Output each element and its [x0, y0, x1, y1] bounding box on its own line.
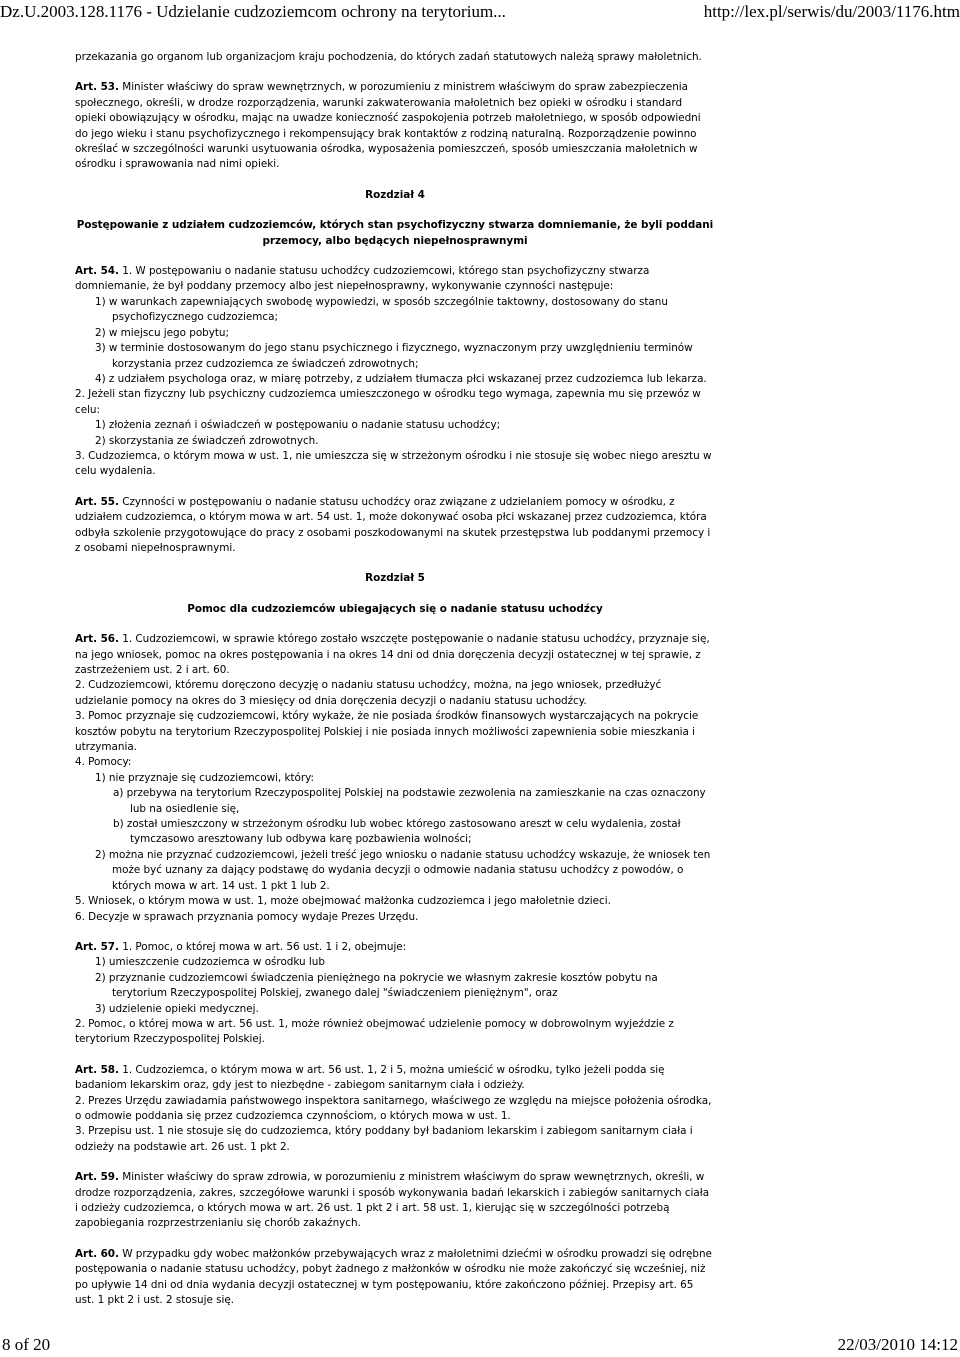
article-text: Minister właściwy do spraw zdrowia, w porozumieniu z ministrem właściwym do spraw wewnętrznych, określi, w drodze rozporządzenia, zakres, szczegółowe warunki i sposób wykonywania badań lekarskich i zabiegów sanitarnych ciała i odzieży cudzoziemca, o których mowa w art. 26 ust. 1 pkt 2 i art. 58 ust. 1, kierując się w szczególności potrzebą zapobiegania rozprzestrzenianiu się chorób zakaźnych. [75, 1171, 710, 1230]
paragraph: 3. Przepisu ust. 1 nie stosuje się do cudzoziemca, który poddany był badaniom lekarskim i zabiegom sanitarnym ciała i odzieży na podstawie art. 26 ust. 1 pkt 2. [75, 1125, 693, 1153]
article-text: W przypadku gdy wobec małżonków przebywających wraz z małoletnimi dziećmi w ośrodku prowadzi się odrębne postępowania o nadanie statusu uchodźcy, pobyt żadnego z małżonków w ośrodku nie może zakończyć się wcześniej, niż po upływie 14 dni od dnia wydania decyzji ostatecznej w tym postępowaniu, które zakończono później. Przepisy art. 65 ust. 1 pkt 2 i ust. 2 stosuje się. [75, 1247, 712, 1307]
article-60 [75, 1247, 715, 1309]
article-53 [75, 80, 715, 172]
article-label: Art. 60. [75, 1247, 119, 1260]
document-url: http://lex.pl/serwis/du/2003/1176.htm [703, 2, 960, 21]
article-label: Art. 54. [75, 265, 119, 278]
print-header [0, 0, 960, 24]
article-label: Art. 58. [75, 1063, 119, 1076]
article-label: Art. 56. [75, 633, 119, 646]
paragraph: 2. Pomoc, o której mowa w art. 56 ust. 1, może również obejmować udzielenie pomocy w dobrowolnym wyjeździe z terytorium Rzeczypospolitej Polskiej. [75, 1017, 674, 1046]
print-datetime: 22/03/2010 14:12 [837, 1335, 958, 1354]
list-item: 2) można nie przyznać cudzoziemcowi, jeżeli treść jego wniosku o nadanie statusu uchodźcy wskazuje, że wniosek ten może być uznany za dający podstawę do wydania decyzji o odmowie nadania statusu uchodźcy z powodów, o których mowa w art. 14 ust. 1 pkt 1 lub 2. [95, 848, 711, 892]
article-label: Art. 59. [75, 1171, 119, 1184]
article-text: 1. Cudzoziemca, o którym mowa w art. 56 ust. 1, 2 i 5, można umieścić w ośrodku, tylko jeżeli podda się badaniom lekarskim oraz, gdy jest to niezbędne - zabiegom sanitarnym ciała i odzieży. [75, 1063, 665, 1092]
list-item: 3) w terminie dostosowanym do jego stanu psychicznego i fizycznego, wyznaczonym przy uwzględnieniu terminów korzystania przez cudzoziemca ze świadczeń zdrowotnych; [95, 342, 693, 370]
article-text: 1. Pomoc, o której mowa w art. 56 ust. 1 i 2, obejmuje: [122, 940, 407, 953]
list-item: 2) w miejscu jego pobytu; [95, 326, 229, 339]
article-56 [75, 632, 715, 678]
document-title: Dz.U.2003.128.1176 - Udzielanie cudzoziemcom ochrony na terytorium... [0, 2, 506, 21]
paragraph: 5. Wniosek, o którym mowa w ust. 1, może obejmować małżonka cudzoziemca i jego małoletnie dzieci. [75, 895, 611, 908]
article-text: Czynności w postępowaniu o nadanie statusu uchodźcy oraz związane z udzielaniem pomocy w ośrodku, z udziałem cudzoziemca, o którym mowa w art. 54 ust. 1, może dokonywać osoba płci wskazanej przez cudzoziemca, która odbyła szkolenie przygotowujące do pracy z osobami poszkodowanymi na skutek przestępstwa lub poddanymi przemocy i z osobami niepełnosprawnymi. [75, 495, 711, 554]
article-label: Art. 55. [75, 495, 119, 508]
list-item: 2) skorzystania ze świadczeń zdrowotnych. [95, 434, 319, 447]
paragraph: przekazania go organom lub organizacjom kraju pochodzenia, do których zadań statutowych należą sprawy małoletnich. [75, 51, 702, 63]
list-item: 1) nie przyznaje się cudzoziemcowi, który: [95, 771, 314, 784]
paragraph: 3. Cudzoziemca, o którym mowa w ust. 1, nie umieszcza się w strzeżonym ośrodku i nie stosuje się wobec niego aresztu w celu wydalenia. [75, 449, 712, 478]
article-text: Minister właściwy do spraw wewnętrznych, w porozumieniu z ministrem właściwym do spraw zabezpieczenia społecznego, określi, w drodze rozporządzenia, warunki zakwaterowania małoletnich bez opieki w ośrodku i standard opieki obowiązujący w ośrodku, mając na uwadze konieczność zaspokojenia potrzeb małoletniego, w sposób odpowiedni do jego wieku i stanu psychofizycznego i rekompensujący brak kontaktów z rodziną naturalną. Rozporządzenie powinno określać w szczególności warunki usytuowania ośrodka, wyposażenia pomieszczeń, sposób umieszczania małoletnich w ośrodku i sprawowania nad nimi opieki. [75, 81, 701, 171]
article-text: 1. W postępowaniu o nadanie statusu uchodźcy cudzoziemcowi, którego stan psychofizyczny stwarza domniemanie, że był poddany przemocy albo jest niepełnosprawny, wykonywanie czynności następuje: [75, 265, 650, 293]
article-text: 1. Cudzoziemcowi, w sprawie którego zostało wszczęte postępowanie o nadanie statusu uchodźcy, przyznaje się, na jego wniosek, pomoc na okres postępowania i na okres 14 dni od dnia doręczenia decyzji ostatecznej w tej sprawie, z zastrzeżeniem ust. 2 i art. 60. [75, 633, 710, 676]
list-subitem: a) przebywa na terytorium Rzeczypospolitej Polskiej na podstawie zezwolenia na zamieszkanie na czas oznaczony lub na osiedlenie się, [113, 787, 706, 815]
article-59 [75, 1170, 715, 1232]
list-item: 1) umieszczenie cudzoziemca w ośrodku lub [95, 956, 325, 969]
list-item: 2) przyznanie cudzoziemcowi świadczenia pieniężnego na pokrycie we własnym zakresie kosztów pobytu na terytorium Rzeczypospolitej Polskiej, zwanego dalej "świadczeniem pieniężnym", oraz [95, 971, 658, 1000]
article-label: Art. 53. [75, 81, 119, 94]
article-label: Art. 57. [75, 940, 119, 953]
list-item: 1) w warunkach zapewniających swobodę wypowiedzi, w sposób szczególnie taktowny, dostosowany do stanu psychofizycznego cudzoziemca; [95, 295, 668, 324]
paragraph: 4. Pomocy: [75, 756, 132, 769]
chapter-title: Pomoc dla cudzoziemców ubiegających się o nadanie statusu uchodźcy [187, 602, 603, 615]
chapter-title: Postępowanie z udziałem cudzoziemców, których stan psychofizyczny stwarza domniemanie, że byli poddani przemocy, albo będących niepełnosprawnymi [76, 219, 714, 247]
article-55 [75, 495, 715, 557]
article-58 [75, 1063, 715, 1094]
chapter-label: Rozdział 4 [365, 188, 425, 201]
article-57 [75, 940, 715, 955]
list-item: 1) złożenia zeznań i oświadczeń w postępowaniu o nadanie statusu uchodźcy; [95, 419, 501, 432]
print-footer [0, 1333, 960, 1357]
article-54 [75, 264, 715, 295]
document-body [75, 50, 715, 1308]
paragraph: 2. Prezes Urzędu zawiadamia państwowego inspektora sanitarnego, właściwego ze względu na miejsce położenia ośrodka, o odmowie poddania się przez cudzoziemca czynnościom, o których mowa w ust. 1. [75, 1094, 712, 1122]
paragraph: 2. Jeżeli stan fizyczny lub psychiczny cudzoziemca umieszczonego w ośrodku tego wymaga, zapewnia mu się przewóz w celu: [75, 388, 701, 416]
page-number: 8 of 20 [2, 1335, 51, 1354]
list-item: 3) udzielenie opieki medycznej. [95, 1002, 259, 1015]
paragraph: 6. Decyzje w sprawach przyznania pomocy wydaje Prezes Urzędu. [75, 910, 419, 923]
list-subitem: b) został umieszczony w strzeżonym ośrodku lub wobec którego zastosowano areszt w celu wydalenia, został tymczasowo aresztowany lub odbywa karę pozbawienia wolności; [113, 818, 681, 846]
paragraph: 3. Pomoc przyznaje się cudzoziemcowi, który wykaże, że nie posiada środków finansowych wystarczających na pokrycie kosztów pobytu na terytorium Rzeczypospolitej Polskiej i nie posiada innych możliwości zapewnienia sobie mieszkania i utrzymania. [75, 710, 699, 754]
paragraph: 2. Cudzoziemcowi, któremu doręczono decyzję o nadaniu statusu uchodźcy, można, na jego wniosek, przedłużyć udzielanie pomocy na okres do 3 miesięcy od dnia doręczenia decyzji o nadaniu statusu uchodźcy. [75, 679, 662, 707]
chapter-label: Rozdział 5 [365, 572, 425, 585]
list-item: 4) z udziałem psychologa oraz, w miarę potrzeby, z udziałem tłumacza płci wskazanej przez cudzoziemca lub lekarza. [95, 372, 707, 385]
